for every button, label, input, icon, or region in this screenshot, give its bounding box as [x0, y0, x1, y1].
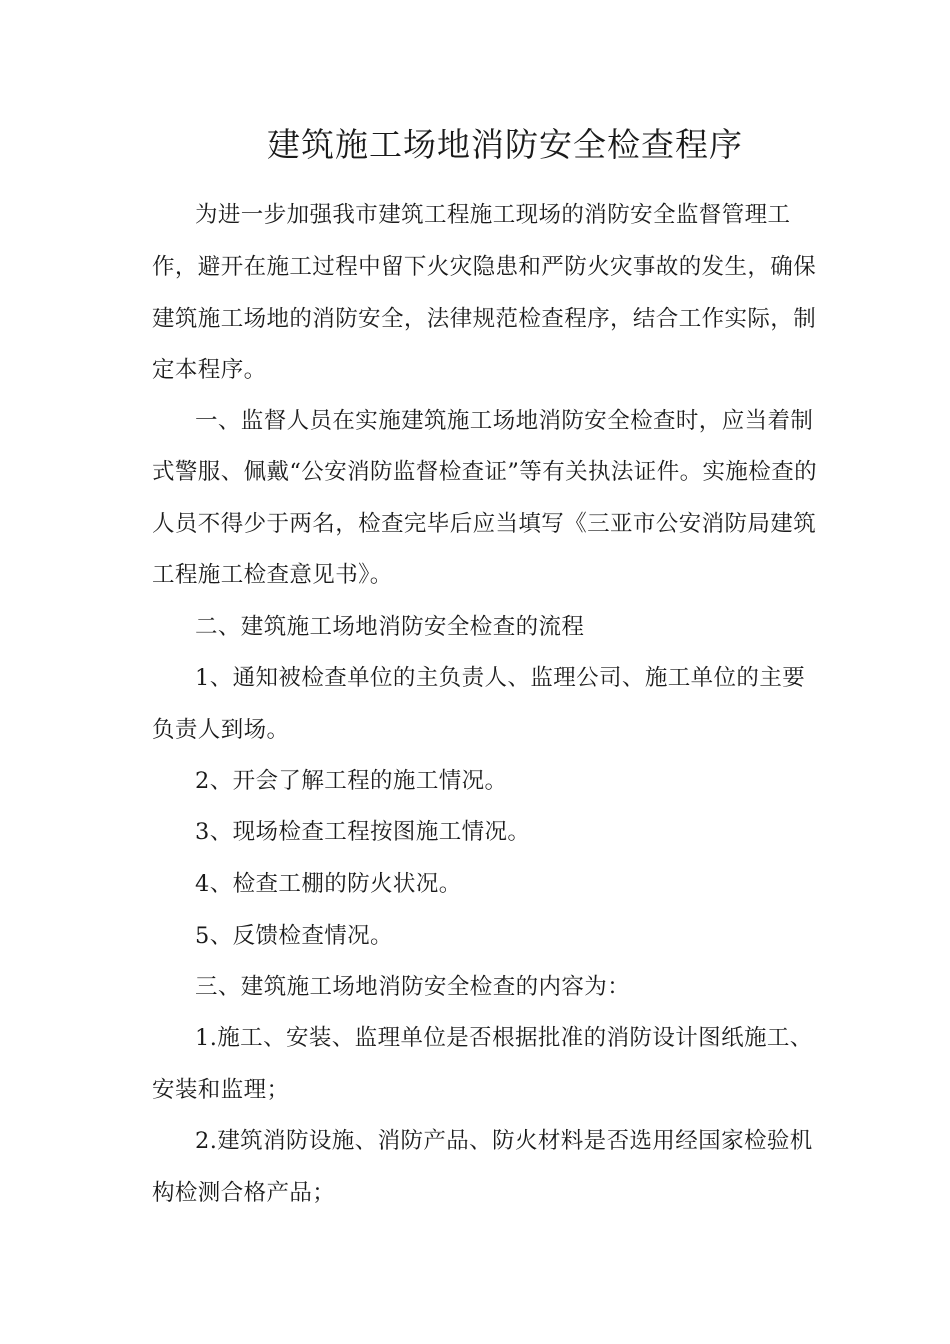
list-item: 4、检查工棚的防火状况。: [195, 871, 462, 897]
paragraph-line: 式警服、佩戴“公安消防监督检查证”等有关执法证件。实施检查的: [152, 459, 818, 485]
section-heading: 三、建筑施工场地消防安全检查的内容为：: [195, 974, 631, 1000]
list-item-continuation: 安装和监理；: [152, 1077, 290, 1103]
paragraph-line: 人员不得少于两名，检查完毕后应当填写《三亚市公安消防局建筑: [152, 511, 817, 537]
paragraph-line: 建筑施工场地的消防安全，法律规范检查程序，结合工作实际，制: [152, 306, 817, 332]
paragraph-line: 为进一步加强我市建筑工程施工现场的消防安全监督管理工: [195, 202, 791, 228]
paragraph-line: 作，避开在施工过程中留下火灾隐患和严防火灾事故的发生，确保: [152, 254, 817, 280]
list-item: 1.施工、安装、监理单位是否根据批准的消防设计图纸施工、: [195, 1025, 813, 1051]
list-item: 1、通知被检查单位的主负责人、监理公司、施工单位的主要: [195, 665, 806, 691]
list-item: 2、开会了解工程的施工情况。: [195, 768, 508, 794]
paragraph-line: 工程施工检查意见书》。: [152, 562, 393, 588]
list-item-continuation: 负责人到场。: [152, 717, 290, 743]
list-item: 3、现场检查工程按图施工情况。: [195, 819, 531, 845]
document-title: 建筑施工场地消防安全检查程序: [267, 125, 743, 164]
list-item: 5、反馈检查情况。: [195, 923, 393, 949]
list-item: 2.建筑消防设施、消防产品、防火材料是否选用经国家检验机: [195, 1128, 813, 1154]
section-heading: 二、建筑施工场地消防安全检查的流程: [195, 614, 585, 640]
paragraph-line: 一、监督人员在实施建筑施工场地消防安全检查时，应当着制: [195, 408, 814, 434]
list-item-continuation: 构检测合格产品；: [152, 1180, 336, 1206]
paragraph-line: 定本程序。: [152, 357, 267, 383]
